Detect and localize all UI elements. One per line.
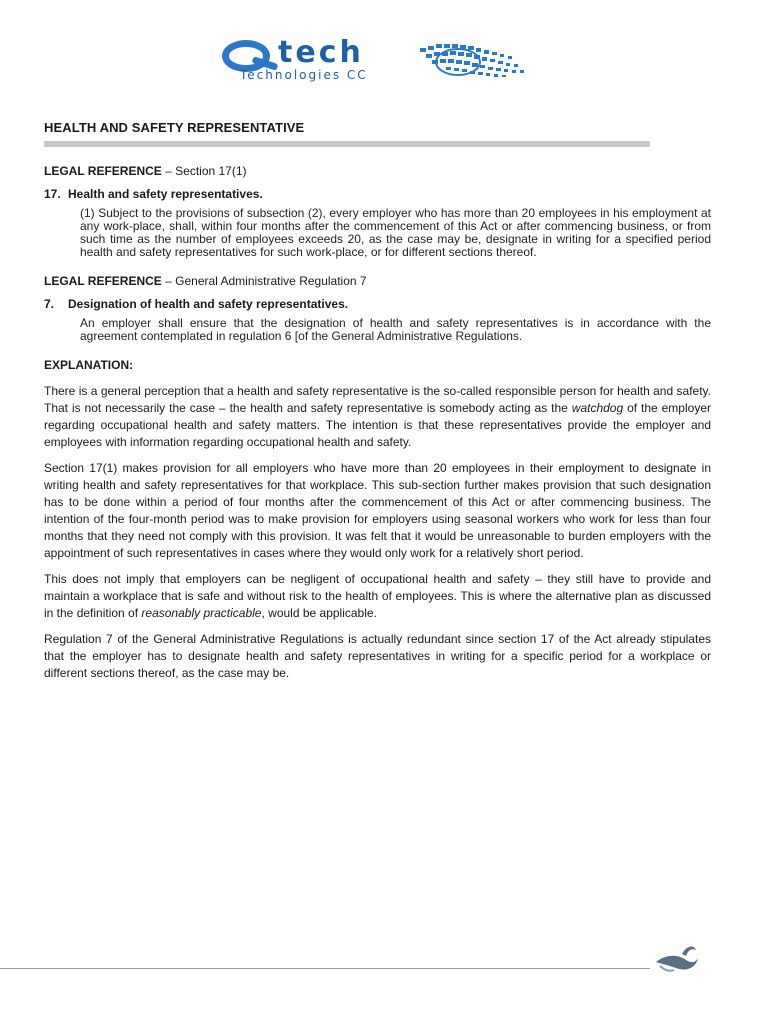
legal-reference-1 (44, 163, 711, 179)
paragraph-text: This does not imply that employers can be negligent of occupational health and safety – they still have to provide and maintain a workplace that is safe and without risk to the health of employees. This is where the alternative plan as discussed in the definition of (44, 572, 711, 620)
section-heading-17 (44, 186, 711, 202)
company-logo (218, 35, 534, 88)
title-underline (44, 141, 650, 147)
section-number: 7. (44, 297, 55, 311)
section-number: 17. (44, 187, 61, 201)
paragraph-text: of the employer regarding occupational health and safety matters. The intention is that these representatives provide the employer and employees with information regarding occupational health and safety. (44, 401, 711, 449)
legal-reference-2 (44, 273, 711, 289)
document-body (44, 163, 711, 691)
regulation-7-quote: An employer shall ensure that the designation of health and safety representatives is in accordance with the agreement contemplated in regulation 6 [of the General Administrative Regulations. (80, 316, 711, 343)
section-heading-7 (44, 296, 711, 312)
legal-reference-value: – General Administrative Regulation 7 (161, 274, 367, 288)
explanation-heading: EXPLANATION: (44, 358, 134, 372)
section-17-quote: (1) Subject to the provisions of subsection (2), every employer who has more than 20 employees in his employment at any work-place, shall, within four months after the commencement of this Act or after commencing business, or from such time as the number of employees exceeds 20, as the case may be, designate in writing for a specified period health and safety representatives for such work-place, or for different sections thereof. (80, 206, 711, 259)
emphasis-watchdog: watchdog (571, 401, 624, 415)
legal-reference-label: LEGAL REFERENCE (44, 164, 162, 178)
legal-reference-label: LEGAL REFERENCE (44, 274, 162, 288)
logo-wordmark: tech (278, 35, 364, 70)
document-title: HEALTH AND SAFETY REPRESENTATIVE (44, 120, 305, 135)
explanation-paragraph-1 (44, 383, 711, 451)
logo-subtitle: Technologies CC (240, 68, 368, 82)
explanation-paragraph-2: Section 17(1) makes provision for all employers who have more than 20 employees in their employment to designate in writing health and safety representatives for that workplace. This sub-section further makes provision that such designation has to be done within a period of four months after the commencement of this Act or after commencing business. The intention of the four-month period was to make provision for employers using seasonal workers who work for less than four months that they need not comply with this provision. It was felt that it would be unreasonable to burden employers with the appointment of such representatives in cases where they would only work for a relatively short period. (44, 461, 711, 560)
section-heading-text: Designation of health and safety representatives. (68, 297, 349, 311)
pixel-globe-icon (418, 42, 530, 82)
footer-rule (0, 968, 650, 969)
paragraph-text: There is a general perception that a health and safety representative is the so-called responsible person for health and safety. That is not necessarily the case – the health and safety representative is somebody acting as the (44, 384, 711, 415)
legal-reference-value: – Section 17(1) (161, 164, 247, 178)
bird-swirl-icon (652, 940, 700, 976)
explanation-paragraph-3 (44, 571, 711, 622)
paragraph-text: , would be applicable. (261, 606, 377, 620)
section-heading-text: Health and safety representatives. (68, 187, 263, 201)
emphasis-reasonably-practicable: reasonably practicable (141, 606, 262, 620)
explanation-paragraph-4: Regulation 7 of the General Administrative Regulations is actually redundant since section 17 of the Act already stipulates that the employer has to designate health and safety representatives in writing for a specific period for a workplace or different sections thereof, as the case may be. (44, 632, 711, 680)
